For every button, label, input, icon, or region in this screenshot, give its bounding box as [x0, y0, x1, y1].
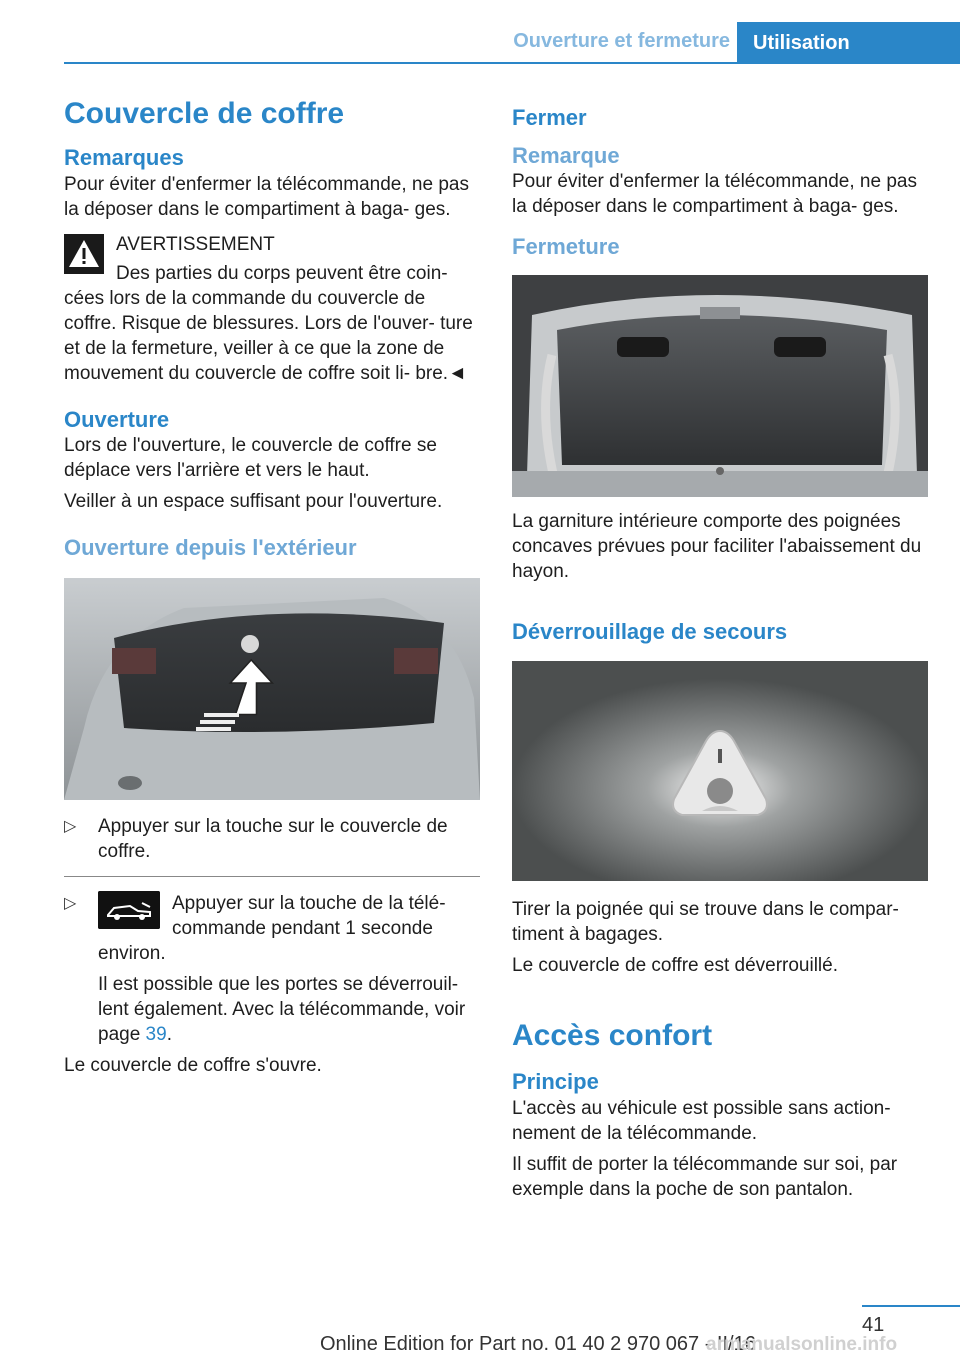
text-final: Le couvercle de coffre s'ouvre.	[64, 1054, 322, 1076]
text-fermeture: La garniture intérieure comporte des poignées concaves prévues pour faciliter l'abaissement du hayon.	[512, 510, 922, 582]
list-item	[64, 891, 480, 1047]
footer-edition: Online Edition for Part no. 01 40 2 970 067 - II/16	[320, 1333, 756, 1355]
page-link[interactable]: 39	[145, 1023, 167, 1045]
text-remarques: Pour éviter d'enfermer la télécommande, ne pas la déposer dans le compartiment à baga‐ ges.	[64, 173, 469, 220]
text-bullet-2a: Appuyer sur la touche de la télé‐ commande pendant 1 seconde environ.	[98, 892, 446, 964]
bullet-triangle-icon: ▷	[64, 894, 77, 912]
text-secours-1: Tirer la poignée qui se trouve dans le compar‐ timent à bagages.	[512, 899, 899, 945]
heading-principe: Principe	[512, 1069, 599, 1094]
text-principe-1: L'accès au véhicule est possible sans action‐ nement de la télécommande.	[512, 1097, 891, 1144]
heading-ouverture-exterieur: Ouverture depuis l'extérieur	[64, 535, 357, 560]
text-ouverture-2: Veiller à un espace suffisant pour l'ouverture.	[64, 491, 443, 512]
list-item	[64, 814, 480, 864]
header-section-title: Ouverture et fermeture	[513, 30, 730, 52]
warning-text: Des parties du corps peuvent être coin‐ cées lors de la commande du couvercle de coffre. Risque de blessures. Lors de l'ouver‐ ture et de la fermeture, veiller à ce que la zone de mouvement du couvercle de coffre soit li‐ bre.◄	[64, 262, 473, 384]
title-acces-confort: Accès confort	[512, 1019, 713, 1052]
watermark: armanualsonline.info	[706, 1334, 898, 1355]
text-bullet-2b: Il est possible que les portes se déverrouil‐ lent également. Avec la télécommande, voir page	[98, 973, 466, 1045]
heading-deverrouillage-secours: Déverrouillage de secours	[512, 618, 788, 644]
footer-rule	[862, 1305, 960, 1307]
left-column	[64, 96, 480, 1078]
text-ouverture-1: Lors de l'ouverture, le couvercle de coffre se déplace vers l'arrière et vers le haut.	[64, 435, 437, 481]
warning-icon	[64, 234, 104, 274]
text-bullet-1: Appuyer sur la touche sur le couvercle de coffre.	[98, 815, 448, 862]
header-rule	[64, 62, 960, 64]
right-column	[512, 96, 928, 1202]
heading-fermeture: Fermeture	[512, 234, 620, 259]
bullet-triangle-icon: ▷	[64, 817, 77, 835]
warning-title: AVERTISSEMENT	[116, 233, 275, 255]
remote-trunk-button-icon	[98, 891, 160, 929]
heading-remarque: Remarque	[512, 142, 620, 168]
text-secours-2: Le couvercle de coffre est déverrouillé.	[512, 955, 838, 976]
text-bullet-2-end: .	[166, 1023, 172, 1045]
text-principe-2: Il suffit de porter la télécommande sur soi, par exemple dans la poche de son pantalon.	[512, 1153, 898, 1200]
warning-block	[64, 232, 480, 386]
header-chapter-tab: Utilisation	[737, 22, 960, 64]
heading-fermer: Fermer	[512, 105, 587, 130]
page-number: 41	[862, 1314, 885, 1336]
heading-ouverture: Ouverture	[64, 406, 170, 432]
text-remarque: Pour éviter d'enfermer la télécommande, ne pas la déposer dans le compartiment à baga‐ ges.	[512, 171, 917, 217]
emergency-release-photo	[512, 661, 928, 881]
trunk-interior-photo	[512, 275, 928, 497]
title-couvercle: Couvercle de coffre	[64, 97, 345, 130]
trunk-exterior-photo	[64, 578, 480, 800]
heading-remarques: Remarques	[64, 145, 184, 170]
